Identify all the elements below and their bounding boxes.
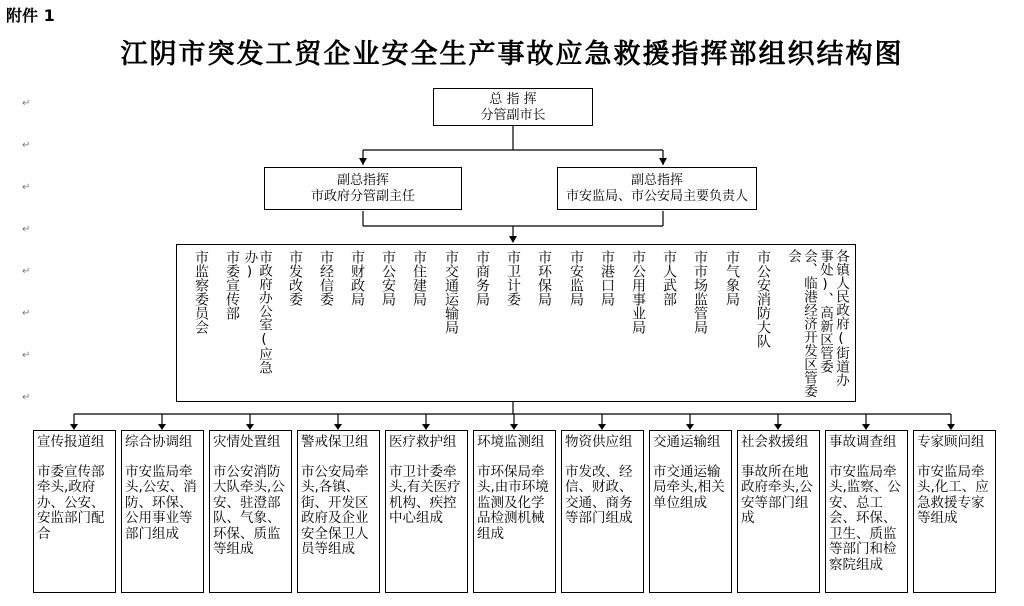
group-desc: 市安监局牵头,监察、公安、总工会、环保、卫生、质监等部门和检察院组成 xyxy=(829,463,901,573)
paragraph-mark: ↵ xyxy=(22,98,31,109)
member-unit: 市环保局 xyxy=(536,250,552,306)
member-unit: 市商务局 xyxy=(474,250,490,306)
member-unit: 市气象局 xyxy=(724,250,740,306)
group-name: 环境监测组 xyxy=(477,434,545,450)
group-desc: 市安监局牵头,化工、应急救援专家等组成 xyxy=(917,463,989,526)
group-name: 物资供应组 xyxy=(565,434,633,450)
group-desc: 市公安消防大队牵头,公安、驻澄部队、气象、环保、质监等组成 xyxy=(213,463,285,557)
group-desc: 事故所在地政府牵头,公安等部门组成 xyxy=(741,463,813,526)
group-box-publicity xyxy=(33,430,116,593)
member-unit: 市安监局 xyxy=(568,250,584,306)
deputy-commander-box-2 xyxy=(557,167,757,210)
group-name: 警戒保卫组 xyxy=(301,434,369,450)
deputy-person: 市安监局、市公安局主要负责人 xyxy=(565,189,748,204)
group-desc: 市交通运输局牵头,相关单位组成 xyxy=(653,463,725,511)
member-unit: 市经信委 xyxy=(318,250,334,306)
group-name: 专家顾问组 xyxy=(917,434,985,450)
paragraph-mark: ↵ xyxy=(22,266,31,277)
group-desc: 市卫计委牵头,有关医疗机构、疾控中心组成 xyxy=(389,463,461,526)
group-name: 交通运输组 xyxy=(653,434,721,450)
attachment-label: 附件 1 xyxy=(6,6,55,25)
group-name: 宣传报道组 xyxy=(37,434,105,450)
group-name: 事故调查组 xyxy=(829,434,897,450)
group-desc: 市发改、经信、财政、交通、商务等部门组成 xyxy=(565,463,633,526)
paragraph-mark: ↵ xyxy=(22,224,31,235)
group-box-supply xyxy=(561,430,644,593)
paragraph-mark: ↵ xyxy=(22,392,31,403)
member-unit: 市交通运输局 xyxy=(443,250,459,334)
deputy-role: 副总指挥 xyxy=(336,173,389,188)
deputy-commander-box-1 xyxy=(264,167,462,210)
group-name: 社会救援组 xyxy=(741,434,809,450)
paragraph-mark: ↵ xyxy=(22,350,31,361)
group-box-transport xyxy=(649,430,732,593)
group-name: 医疗救护组 xyxy=(389,434,457,450)
deputy-person: 市政府分管副主任 xyxy=(310,189,415,204)
group-box-investigation xyxy=(825,430,908,593)
deputy-role: 副总指挥 xyxy=(630,173,683,188)
paragraph-mark: ↵ xyxy=(22,140,31,151)
group-box-medical xyxy=(385,430,468,593)
group-box-experts xyxy=(913,430,996,593)
group-desc: 市安监局牵头,公安、消防、环保、公用事业等部门组成 xyxy=(125,463,197,542)
member-unit: 市政府办公室(应急办) xyxy=(241,250,272,374)
group-box-security xyxy=(297,430,380,593)
member-unit: 市发改委 xyxy=(287,250,303,306)
member-unit: 市港口局 xyxy=(599,250,615,306)
member-unit: 市财政局 xyxy=(349,250,365,306)
member-unit: 市公安消防大队 xyxy=(755,250,771,348)
member-unit: 市公安局 xyxy=(380,250,396,306)
group-name: 灾情处置组 xyxy=(213,434,281,450)
group-desc: 市环保局牵头,由市环境监测及化学品检测机械组成 xyxy=(477,463,549,542)
group-box-rescue xyxy=(737,430,820,593)
member-unit: 市卫计委 xyxy=(505,250,521,306)
commander-role: 总 指 挥 xyxy=(489,92,537,107)
member-unit: 市公用事业局 xyxy=(630,250,646,334)
group-box-disaster xyxy=(209,430,292,593)
member-unit: 市委宣传部 xyxy=(224,250,240,320)
commander-person: 分管副市长 xyxy=(480,108,546,123)
group-desc: 市委宣传部牵头,政府办、公安、安监部门配合 xyxy=(37,463,105,542)
member-unit: 市监察委员会 xyxy=(193,250,209,334)
member-unit-towns: 各镇人民政府(街道办事处)、高新区管委会、临港经济开发区管委会 xyxy=(785,249,849,398)
member-units-box xyxy=(176,244,856,402)
paragraph-mark: ↵ xyxy=(22,182,31,193)
chart-title: 江阴市突发工贸企业安全生产事故应急救援指挥部组织结构图 xyxy=(120,39,904,70)
group-name: 综合协调组 xyxy=(125,434,193,450)
group-box-environment xyxy=(473,430,556,593)
member-unit: 市住建局 xyxy=(411,250,427,306)
paragraph-mark: ↵ xyxy=(22,308,31,319)
group-desc: 市公安局牵头,各镇、街、开发区政府及企业安全保卫人员等组成 xyxy=(301,463,369,557)
member-unit: 市市场监管局 xyxy=(692,250,708,334)
member-unit: 市人武部 xyxy=(661,250,677,306)
group-box-coordination xyxy=(121,430,204,593)
commander-box xyxy=(433,88,593,126)
